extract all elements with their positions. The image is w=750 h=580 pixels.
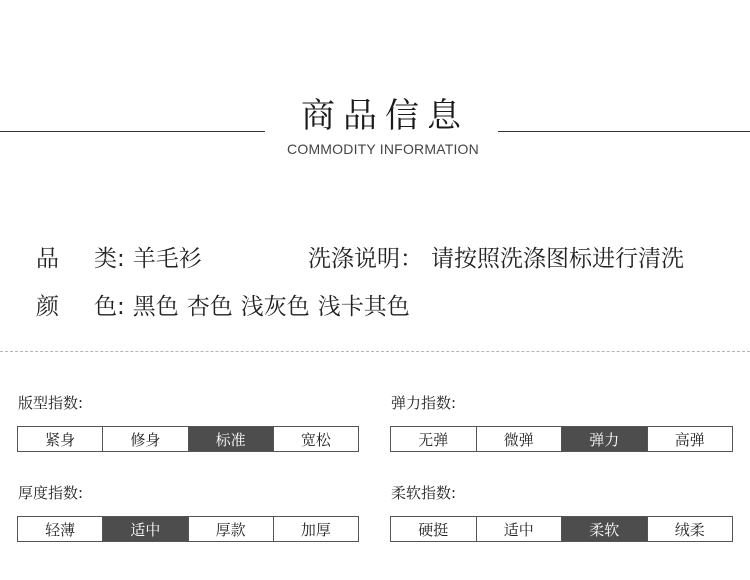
color-value-apricot: 杏色: [186, 294, 233, 320]
color-label-a: 颜: [36, 294, 59, 320]
section-subtitle: COMMODITY INFORMATION: [287, 141, 479, 157]
washing-row: [308, 240, 684, 273]
softness-option-plush: 绒柔: [648, 517, 733, 541]
category-value: 羊毛衫: [132, 246, 202, 272]
softness-index-scale: [390, 516, 733, 542]
thickness-option-thick: 厚款: [189, 517, 274, 541]
fit-option-slim: 修身: [103, 427, 188, 451]
elasticity-index-label: 弹力指数:: [391, 394, 457, 412]
color-value-light-gray: 浅灰色: [240, 294, 310, 320]
category-label-b: 类: [94, 246, 117, 272]
fit-index-label: 版型指数:: [18, 394, 84, 412]
category-colon: :: [117, 246, 125, 272]
thickness-index-label: 厚度指数:: [18, 484, 84, 502]
color-value-light-khaki: 浅卡其色: [317, 294, 410, 320]
title-divider-left: [0, 131, 265, 132]
softness-option-moderate: 适中: [477, 517, 563, 541]
section-divider: [0, 351, 750, 352]
thickness-option-extra-thick: 加厚: [274, 517, 358, 541]
thickness-option-moderate: 适中: [103, 517, 188, 541]
elasticity-index-scale: [390, 426, 733, 452]
fit-option-loose: 宽松: [274, 427, 358, 451]
color-label-b: 色: [94, 294, 117, 320]
section-title: 商品信息: [301, 96, 469, 136]
category-label-a: 品: [36, 246, 59, 272]
softness-index-label: 柔软指数:: [391, 484, 457, 502]
title-divider-right: [498, 131, 750, 132]
elasticity-option-elastic: 弹力: [562, 427, 648, 451]
category-row: [36, 240, 202, 273]
thickness-index-scale: [17, 516, 359, 542]
softness-option-stiff: 硬挺: [391, 517, 477, 541]
fit-option-tight: 紧身: [18, 427, 103, 451]
washing-value: 请按照洗涤图标进行清洗: [431, 246, 684, 272]
thickness-option-thin: 轻薄: [18, 517, 103, 541]
color-row: [36, 288, 410, 321]
fit-option-standard: 标准: [189, 427, 274, 451]
washing-label: 洗涤说明: [308, 246, 400, 272]
elasticity-option-slight: 微弹: [477, 427, 563, 451]
washing-colon: ：: [400, 246, 423, 272]
color-value-black: 黑色: [132, 294, 179, 320]
color-colon: :: [117, 294, 125, 320]
elasticity-option-high: 高弹: [648, 427, 733, 451]
softness-option-soft: 柔软: [562, 517, 648, 541]
elasticity-option-none: 无弹: [391, 427, 477, 451]
fit-index-scale: [17, 426, 359, 452]
